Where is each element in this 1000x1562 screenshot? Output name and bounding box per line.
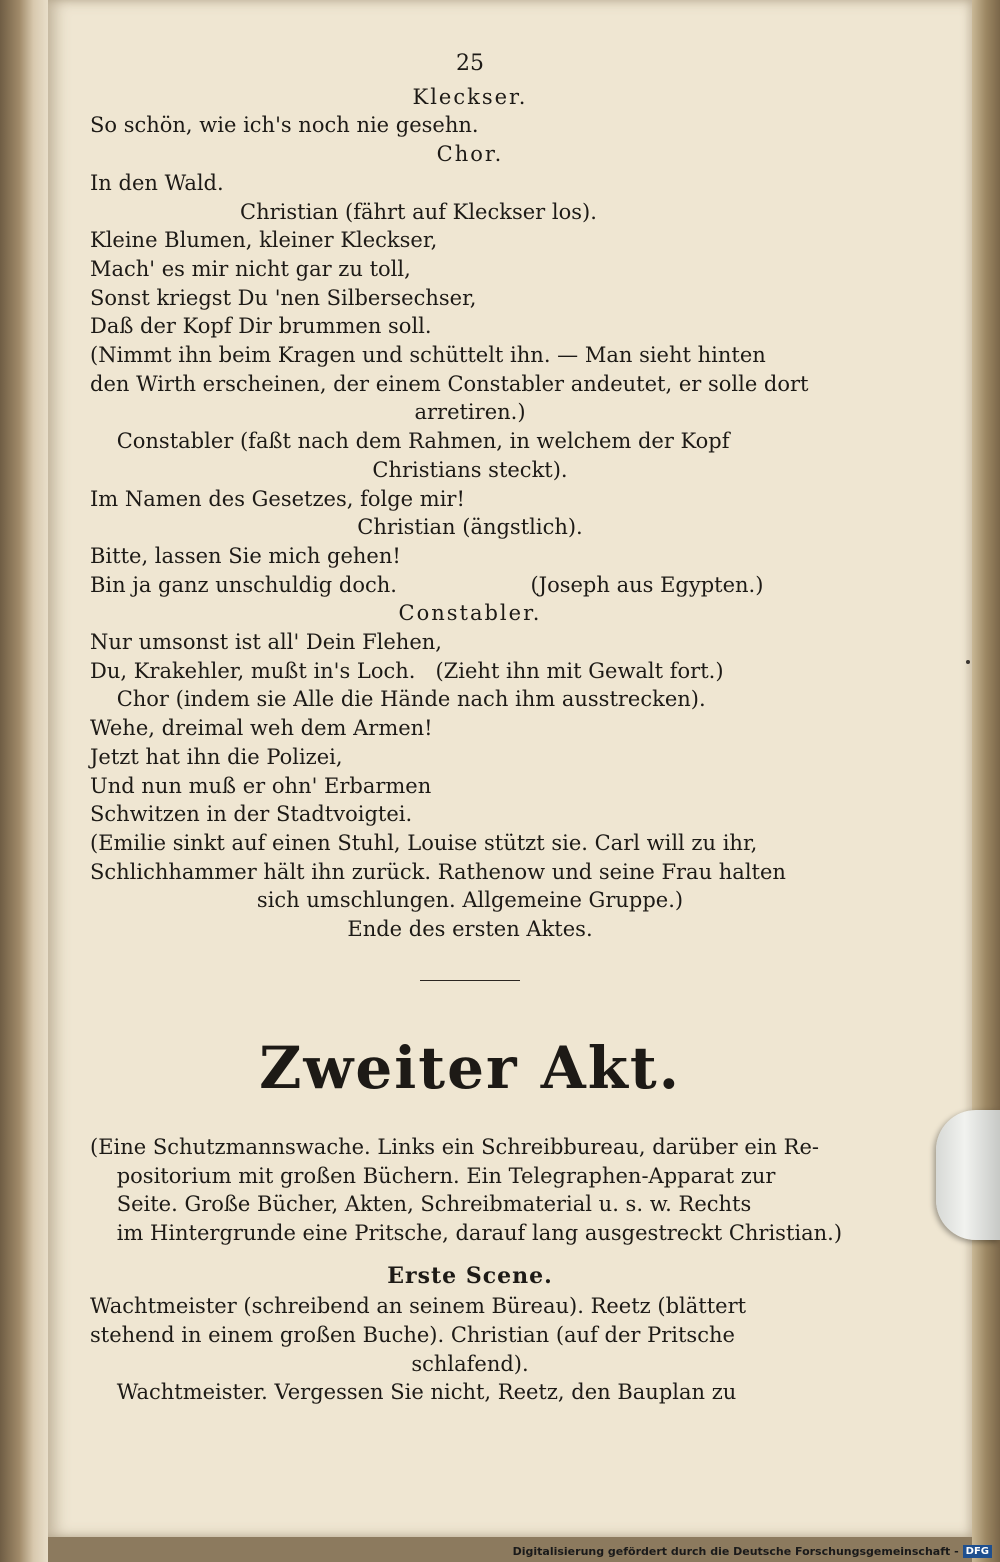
scene-line: schlafend). (411, 1351, 529, 1376)
book-gutter-left (0, 0, 48, 1562)
text-line: Bitte, lassen Sie mich gehen! (90, 543, 401, 568)
text-line: (Nimmt ihn beim Kragen und schüttelt ihn. — Man sieht hinten (90, 343, 766, 368)
text-line: Sonst kriegst Du 'nen Silbersechser, (90, 285, 477, 310)
text-line: Daß der Kopf Dir brummen soll. (90, 314, 432, 339)
dfg-logo: DFG (963, 1545, 992, 1558)
text-line: den Wirth erscheinen, der einem Constabler andeutet, er solle dort (90, 371, 809, 396)
text-line: Nur umsonst ist all' Dein Flehen, (90, 630, 442, 655)
act-title: Zweiter Akt. (259, 1033, 681, 1102)
text-line: Constabler. (398, 601, 542, 626)
text-line: Jetzt hat ihn die Polizei, (90, 744, 343, 769)
stage-direction-line: im Hintergrunde eine Pritsche, darauf lang ausgestreckt Christian.) (90, 1220, 843, 1245)
first-act-ending (90, 83, 850, 944)
text-line: Christians steckt). (372, 457, 568, 482)
scene-line: Wachtmeister. Vergessen Sie nicht, Reetz, den Bauplan zu (90, 1380, 737, 1405)
text-line: Kleine Blumen, kleiner Kleckser, (90, 228, 438, 253)
text-line: Chor (indem sie Alle die Hände nach ihm ausstrecken). (90, 687, 706, 712)
page-text (90, 50, 850, 1407)
text-line: So schön, wie ich's noch nie gesehn. (90, 113, 479, 138)
text-line: arretiren.) (414, 400, 526, 425)
text-line: Schwitzen in der Stadtvoigtei. (90, 802, 413, 827)
text-line: In den Wald. (90, 170, 224, 195)
scene-line: Wachtmeister (schreibend an seinem Büreau). Reetz (blättert (90, 1294, 747, 1319)
text-line: Constabler (faßt nach dem Rahmen, in welchem der Kopf (90, 429, 730, 454)
footer-text: Digitalisierung gefördert durch die Deutsche Forschungsgemeinschaft - (512, 1545, 959, 1558)
scene-line: stehend in einem großen Buche). Christian (auf der Pritsche (90, 1323, 735, 1348)
scene-title: Erste Scene. (387, 1262, 553, 1289)
ink-speck (966, 660, 970, 664)
text-line: Ende des ersten Aktes. (347, 917, 593, 942)
section-rule (420, 980, 520, 981)
text-line: (Emilie sinkt auf einen Stuhl, Louise stützt sie. Carl will zu ihr, (90, 830, 758, 855)
text-line: Christian (fährt auf Kleckser los). (240, 199, 597, 224)
stage-direction (90, 1133, 850, 1248)
page-tab-marker (936, 1110, 1000, 1240)
stage-direction-line: positorium mit großen Büchern. Ein Telegraphen-Apparat zur (90, 1163, 776, 1188)
text-line: Schlichhammer hält ihn zurück. Rathenow und seine Frau halten (90, 859, 786, 884)
text-line: Im Namen des Gesetzes, folge mir! (90, 486, 465, 511)
page-number: 25 (456, 51, 484, 76)
digitization-footer (513, 1545, 992, 1558)
text-line: sich umschlungen. Allgemeine Gruppe.) (256, 888, 684, 913)
text-line: Chor. (436, 142, 504, 167)
text-line: Du, Krakehler, mußt in's Loch. (Zieht ihn mit Gewalt fort.) (90, 658, 724, 683)
stage-direction-line: Seite. Große Bücher, Akten, Schreibmaterial u. s. w. Rechts (90, 1192, 752, 1217)
text-line: Bin ja ganz unschuldig doch. (Joseph aus Egypten.) (90, 572, 764, 597)
stage-direction-line: (Eine Schutzmannswache. Links ein Schreibbureau, darüber ein Re- (90, 1134, 820, 1159)
text-line: Christian (ängstlich). (357, 515, 583, 540)
text-line: Mach' es mir nicht gar zu toll, (90, 256, 411, 281)
text-line: Kleckser. (412, 84, 528, 109)
text-line: Wehe, dreimal weh dem Armen! (90, 716, 433, 741)
scene-text (90, 1292, 850, 1407)
book-edge-right (972, 0, 1000, 1562)
text-line: Und nun muß er ohn' Erbarmen (90, 773, 432, 798)
